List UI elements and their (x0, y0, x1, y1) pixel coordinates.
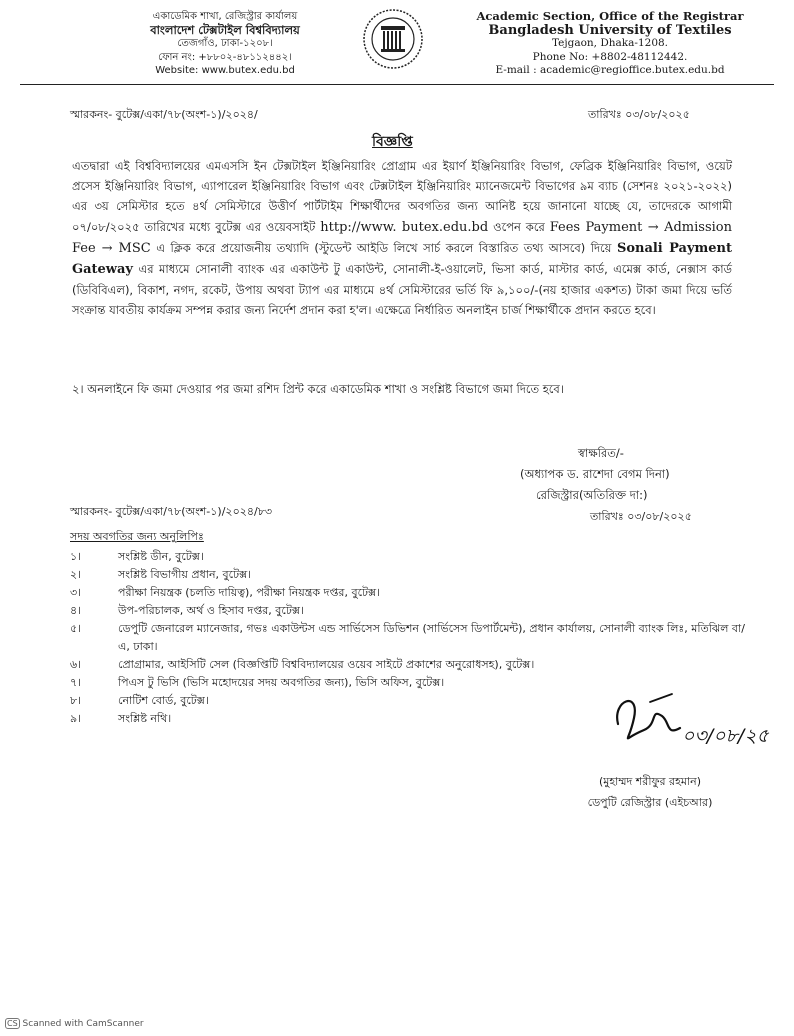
header-en-university-name: Bangladesh University of Textiles (488, 22, 732, 38)
para1-text-d: এর মাধ্যমে সোনালী ব্যাংক এর একাউন্ট টু একাউন্ট, সোনালী-ই-ওয়ালেট, ভিসা কার্ড, মাস্টার কার্ড, এমেক্স কার্ড, নেক্সাস কার্ড (ডিবিবিএল), বিকাশ, নগদ, রকেট, উপায় অথবা ট্যাপ এর মাধ্যমে ৪র্থ সেমিস্টারের ভর্তি ফি ৯,১০০/-(নয় হাজার একশত) টাকা জমা দিয়ে ভর্তি সংক্রান্ত যাবতীয় কার্যক্রম সম্পন্ন করার জন্য নির্দেশ প্রদান করা হ'ল। এক্ষেত্রে নির্ধারিত অনলাইন চার্জ শিক্ষার্থীকে প্রদান করতে হবে। (72, 262, 733, 318)
payment-path: Fees Payment → Admission Fee → MSC (72, 219, 732, 256)
cc-item-number: ৬। (70, 658, 82, 671)
header-en-phone: Phone No: +8802-48112442. (532, 50, 688, 63)
signatory-deputy-registrar (555, 771, 745, 813)
registrar-designation: রেজিস্ট্রার(অতিরিক্ত দা:) (536, 488, 648, 502)
cc-item-text: সংশ্লিষ্ট ডীন, বুটেক্স। (118, 550, 204, 563)
cc-title: সদয় অবগতির জন্য অনুলিপিঃ (70, 530, 204, 543)
payment-gateway-name: Sonali Payment Gateway (72, 240, 732, 278)
cc-item-number: ৯। (70, 712, 82, 725)
header-divider (20, 84, 774, 85)
cc-item-number: ১। (70, 550, 82, 563)
memo-date: তারিখঃ ০৩/০৮/২০২৫ (588, 108, 690, 121)
memo-reference: স্মারকনং- বুটেক্স/একা/৭৮(অংশ-১)/২০২৪/ (70, 108, 258, 121)
notice-title: বিজ্ঞপ্তি (372, 134, 413, 150)
header-bengali (95, 10, 355, 78)
cc-item-text: ডেপুটি জেনারেল ম্যানেজার, গভঃ একাউন্টস এন্ড সার্ভিসেস ডিভিশন (সার্ভিসেস ডিপার্টমেন্ট), প্রধান কার্যালয়, সোনালী ব্যাংক লিঃ, মতিঝিল বা/এ, ঢাকা। (118, 622, 745, 653)
para1-text-a: এতদ্বারা এই বিশ্ববিদ্যালয়ের এমএসসি ইন টেক্সটাইল ইঞ্জিনিয়ারিং প্রোগ্রাম এর ইয়ার্ণ ইঞ্জিনিয়ারিং বিভাগ, ফেব্রিক ইঞ্জিনিয়ারিং বিভাগ, ওয়েট প্রসেস ইঞ্জিনিয়ারিং বিভাগ, এ্যাপারেল ইঞ্জিনিয়ারিং বিভাগ এবং টেক্সটাইল ইঞ্জিনিয়ারিং ম্যানেজমেন্ট বিভাগের ৯ম ব্যাচ (সেশনঃ ২০২১-২০২২) এর ৩য় সেমিস্টার হতে ৪র্থ সেমিস্টারে উত্তীর্ণ পার্টটাইম শিক্ষার্থীদের অবগতির জন্য আনিষ্ট হয়ে জানানো যাচ্ছে যে, তাদেরকে আগামী ০৭/০৮/২০২৫ তারিখের মধ্যে বুটেক্স এর ওয়েবসাইট (72, 159, 732, 234)
header-bn-website: Website: www.butex.edu.bd (155, 65, 295, 76)
cc-item (70, 584, 750, 602)
notice-paragraph-1 (72, 156, 732, 321)
memo2-date: তারিখঃ ০৩/০৮/২০২৫ (590, 510, 692, 523)
cc-item-number: ২। (70, 568, 82, 581)
header-en-email: E-mail : academic@regioffice.butex.edu.bd (495, 64, 725, 76)
cc-item (70, 620, 750, 656)
para1-text-b: ওপেন করে (493, 219, 545, 234)
deputy-registrar-name: (মুহাম্মদ শরীফুর রহমান) (598, 775, 702, 788)
para1-text-c: এ ক্লিক করে প্রয়োজনীয় তথ্যাদি (স্টুডেন্ট আইডি লিখে সার্চ করলে বিস্তারিত তথ্য আসবে) দিয়ে (156, 240, 612, 255)
cc-item (70, 548, 750, 566)
website-link: http://www. butex.edu.bd (320, 219, 489, 235)
cc-item (70, 566, 750, 584)
header-bn-section: একাডেমিক শাখা, রেজিস্ট্রার কার্যালয় (152, 11, 298, 22)
cc-item (70, 656, 750, 674)
cc-item-text: প্রোগ্রামার, আইসিটি সেল (বিজ্ঞপ্তিটি বিশ্ববিদ্যালয়ের ওয়েব সাইটে প্রকাশের অনুরোধসহ), বুটেক্স। (118, 658, 535, 671)
university-seal-icon (362, 8, 424, 70)
header-bn-phone: ফোন নং: +৮৮০২-৪৮১১২৪৪২। (158, 51, 292, 63)
registrar-name: (অধ্যাপক ড. রাশেদা বেগম দিনা) (520, 467, 670, 481)
signatory-registrar (520, 443, 730, 506)
cc-item (70, 602, 750, 620)
memo2-reference: স্মারকনং- বুটেক্স/একা/৭৮(অংশ-১)/২০২৪/৮৩ (70, 505, 273, 518)
scanner-text: Scanned with CamScanner (22, 1019, 144, 1029)
handwritten-signature (600, 680, 770, 755)
cc-item-text: পরীক্ষা নিয়ন্ত্রক (চলতি দায়িত্ব), পরীক্ষা নিয়ন্ত্রক দপ্তর, বুটেক্স। (118, 586, 381, 599)
camscanner-icon: CS (7, 1019, 18, 1028)
cc-item-number: ৩। (70, 586, 82, 599)
cc-item-text: পিএস টু ভিসি (ভিসি মহোদয়ের সদয় অবগতির জন্য), ভিসি অফিস, বুটেক্স। (118, 676, 445, 689)
cc-item-number: ৪। (70, 604, 82, 617)
signature-date: ০৩/০৮/২৫ (682, 725, 769, 747)
header-english (460, 10, 760, 78)
signed-label: স্বাক্ষরিত/- (578, 446, 624, 460)
header-en-address: Tejgaon, Dhaka-1208. (551, 37, 669, 49)
cc-item-number: ৮। (70, 694, 82, 707)
header-en-section: Academic Section, Office of the Registrar (476, 9, 744, 23)
scanner-watermark (5, 1018, 144, 1029)
header-bn-university-name: বাংলাদেশ টেক্সটাইল বিশ্ববিদ্যালয় (150, 22, 300, 37)
cc-item-number: ৭। (70, 676, 82, 689)
cc-item-text: নোটিশ বোর্ড, বুটেক্স। (118, 694, 209, 707)
header-bn-address: তেজগাঁও, ঢাকা-১২০৮। (177, 38, 273, 49)
cc-item-number: ৫। (70, 622, 82, 635)
cc-item-text: সংশ্লিষ্ট নথি। (118, 712, 172, 725)
cc-item-text: সংশ্লিষ্ট বিভাগীয় প্রধান, বুটেক্স। (118, 568, 252, 581)
notice-paragraph-2: ২। অনলাইনে ফি জমা দেওয়ার পর জমা রশিদ প্রিন্ট করে একাডেমিক শাখা ও সংশ্লিষ্ট বিভাগে জমা দিতে হবে। (72, 382, 564, 396)
deputy-registrar-designation: ডেপুটি রেজিস্ট্রার (এইচআর) (587, 796, 713, 809)
cc-item-text: উপ-পরিচালক, অর্থ ও হিসাব দপ্তর, বুটেক্স। (118, 604, 304, 617)
